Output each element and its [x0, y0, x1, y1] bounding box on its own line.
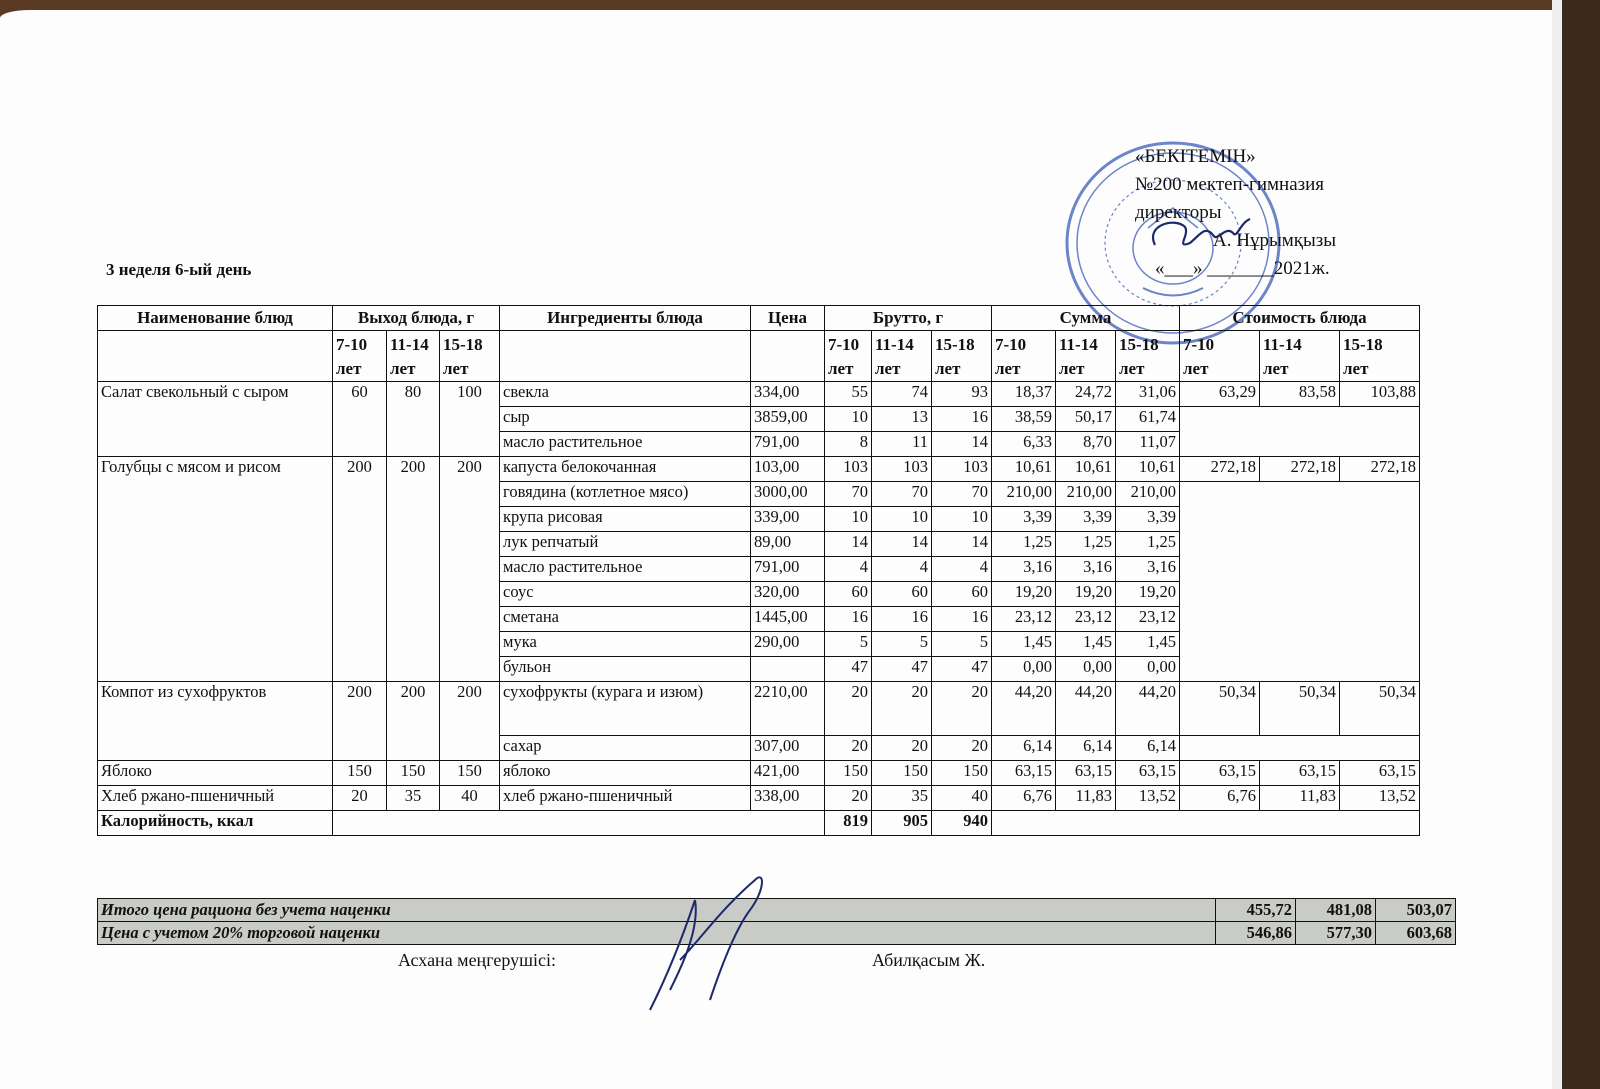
- totals-value: 503,07: [1376, 899, 1456, 922]
- age-range: 15-18: [443, 335, 483, 354]
- ingredient-price: 791,00: [751, 557, 825, 582]
- dish-yield: 150: [387, 761, 440, 786]
- dish-cost: 272,18: [1260, 457, 1340, 482]
- ingredient-price: [751, 657, 825, 682]
- brutto-value: 103: [932, 457, 992, 482]
- header-ingredients: Ингредиенты блюда: [500, 306, 751, 331]
- cost-age-0: [1180, 331, 1260, 382]
- brutto-value: 8: [825, 432, 872, 457]
- brutto-value: 20: [932, 736, 992, 761]
- dish-yield: 40: [440, 786, 500, 811]
- ingredient-price: 89,00: [751, 532, 825, 557]
- ingredient-price: 791,00: [751, 432, 825, 457]
- brutto-value: 4: [932, 557, 992, 582]
- sum-value: 3,16: [1056, 557, 1116, 582]
- sum-value: 23,12: [992, 607, 1056, 632]
- age-range: 11-14: [1263, 335, 1302, 354]
- ingredient-name: яблоко: [500, 761, 751, 786]
- sum-value: 50,17: [1056, 407, 1116, 432]
- sum-value: 1,25: [1056, 532, 1116, 557]
- brutto-value: 11: [872, 432, 932, 457]
- age-range: 11-14: [390, 335, 429, 354]
- sum-value: 44,20: [1116, 682, 1180, 736]
- sum-value: 3,16: [1116, 557, 1180, 582]
- age-unit: лет: [1059, 359, 1085, 378]
- brutto-value: 70: [872, 482, 932, 507]
- sum-value: 23,12: [1116, 607, 1180, 632]
- sum-value: 23,12: [1056, 607, 1116, 632]
- header-cost: Стоимость блюда: [1180, 306, 1420, 331]
- ingredient-name: соус: [500, 582, 751, 607]
- sum-value: 6,14: [1056, 736, 1116, 761]
- dish-cost: 50,34: [1340, 682, 1420, 736]
- brutto-value: 20: [872, 682, 932, 736]
- ingredient-price: 421,00: [751, 761, 825, 786]
- dish-yield: 150: [440, 761, 500, 786]
- calories-value: 819: [825, 811, 872, 836]
- sum-value: 3,39: [1056, 507, 1116, 532]
- brutto-value: 150: [872, 761, 932, 786]
- brutto-value: 40: [932, 786, 992, 811]
- header-ingredients-blank: [500, 331, 751, 382]
- ingredient-name: говядина (котлетное мясо): [500, 482, 751, 507]
- sum-value: 10,61: [1116, 457, 1180, 482]
- sum-value: 1,45: [992, 632, 1056, 657]
- ingredient-price: 334,00: [751, 382, 825, 407]
- brutto-value: 47: [932, 657, 992, 682]
- ingredient-price: 338,00: [751, 786, 825, 811]
- sum-value: 10,61: [1056, 457, 1116, 482]
- dish-yield: 200: [440, 457, 500, 682]
- brutto-value: 93: [932, 382, 992, 407]
- brutto-value: 60: [932, 582, 992, 607]
- totals-value: 546,86: [1216, 922, 1296, 945]
- age-range: 11-14: [1059, 335, 1098, 354]
- brutto-value: 5: [932, 632, 992, 657]
- ingredient-price: 2210,00: [751, 682, 825, 736]
- approval-block: [1135, 143, 1415, 283]
- calories-row: [98, 811, 1420, 836]
- manager-signature: [640, 870, 780, 1020]
- brutto-value: 10: [932, 507, 992, 532]
- brutto-value: 10: [872, 507, 932, 532]
- age-unit: лет: [1183, 359, 1209, 378]
- header-price-blank: [751, 331, 825, 382]
- age-unit: лет: [875, 359, 901, 378]
- sum-value: 8,70: [1056, 432, 1116, 457]
- sum-value: 11,83: [1056, 786, 1116, 811]
- ingredient-name: сахар: [500, 736, 751, 761]
- brutto-value: 103: [872, 457, 932, 482]
- brutto-value: 74: [872, 382, 932, 407]
- brutto-value: 70: [825, 482, 872, 507]
- yield-age-1: [387, 331, 440, 382]
- age-range: 7-10: [1183, 335, 1215, 354]
- sum-value: 1,45: [1116, 632, 1180, 657]
- brutto-value: 20: [932, 682, 992, 736]
- dish-name: Хлеб ржано-пшеничный: [98, 786, 333, 811]
- brutto-value: 4: [872, 557, 932, 582]
- brutto-value: 47: [872, 657, 932, 682]
- sum-value: 210,00: [1116, 482, 1180, 507]
- ingredient-name: сухофрукты (курага и изюм): [500, 682, 751, 736]
- brutto-age-1: [872, 331, 932, 382]
- sum-value: 0,00: [1056, 657, 1116, 682]
- director-name: А. Нұрымқызы: [1213, 230, 1336, 251]
- dish-cost: 50,34: [1260, 682, 1340, 736]
- brutto-value: 14: [932, 532, 992, 557]
- sum-value: 6,76: [992, 786, 1056, 811]
- ingredient-price: 307,00: [751, 736, 825, 761]
- ingredient-name: хлеб ржано-пшеничный: [500, 786, 751, 811]
- age-range: 11-14: [875, 335, 914, 354]
- dish-name: Яблоко: [98, 761, 333, 786]
- ingredient-row: [98, 382, 1420, 407]
- document-title: 3 неделя 6-ый день: [106, 260, 252, 279]
- ingredient-name: свекла: [500, 382, 751, 407]
- dish-cost: 272,18: [1180, 457, 1260, 482]
- brutto-value: 13: [872, 407, 932, 432]
- brutto-value: 60: [825, 582, 872, 607]
- dish-cost: 63,15: [1340, 761, 1420, 786]
- dish-yield: 200: [387, 682, 440, 761]
- age-range: 15-18: [1343, 335, 1383, 354]
- sum-value: 13,52: [1116, 786, 1180, 811]
- sum-value: 210,00: [1056, 482, 1116, 507]
- dish-yield: 200: [387, 457, 440, 682]
- sum-value: 44,20: [1056, 682, 1116, 736]
- empty-cost-area: [1180, 407, 1420, 457]
- dish-yield: 20: [333, 786, 387, 811]
- header-dish: Наименование блюд: [98, 306, 333, 331]
- age-range: 7-10: [828, 335, 860, 354]
- totals-label: Итого цена рациона без учета наценки: [98, 899, 1216, 922]
- header-yield: Выход блюда, г: [333, 306, 500, 331]
- dish-cost: 6,76: [1180, 786, 1260, 811]
- ingredient-row: [98, 682, 1420, 736]
- sum-value: 63,15: [1056, 761, 1116, 786]
- ingredient-name: крупа рисовая: [500, 507, 751, 532]
- brutto-value: 103: [825, 457, 872, 482]
- brutto-value: 20: [825, 682, 872, 736]
- ingredient-name: сыр: [500, 407, 751, 432]
- sum-value: 61,74: [1116, 407, 1180, 432]
- canteen-manager-name: Абилқасым Ж.: [872, 950, 986, 970]
- brutto-value: 47: [825, 657, 872, 682]
- brutto-value: 16: [932, 407, 992, 432]
- dish-cost: 63,15: [1180, 761, 1260, 786]
- calories-label: Калорийность, ккал: [98, 811, 333, 836]
- sum-value: 18,37: [992, 382, 1056, 407]
- brutto-value: 60: [872, 582, 932, 607]
- empty-cost-area: [1180, 482, 1420, 682]
- dish-yield: 150: [333, 761, 387, 786]
- age-unit: лет: [336, 359, 362, 378]
- age-range: 15-18: [935, 335, 975, 354]
- brutto-value: 16: [872, 607, 932, 632]
- brutto-value: 14: [932, 432, 992, 457]
- brutto-value: 35: [872, 786, 932, 811]
- dish-yield: 200: [440, 682, 500, 761]
- calories-value: 940: [932, 811, 992, 836]
- ingredient-row: [98, 761, 1420, 786]
- brutto-value: 150: [932, 761, 992, 786]
- dish-cost: 13,52: [1340, 786, 1420, 811]
- dish-cost: 63,29: [1180, 382, 1260, 407]
- sum-value: 19,20: [992, 582, 1056, 607]
- yield-age-0: [333, 331, 387, 382]
- header-dish-blank: [98, 331, 333, 382]
- sum-value: 3,39: [1116, 507, 1180, 532]
- calories-value: 905: [872, 811, 932, 836]
- sum-value: 19,20: [1116, 582, 1180, 607]
- sum-value: 0,00: [1116, 657, 1180, 682]
- age-range: 7-10: [995, 335, 1027, 354]
- brutto-value: 14: [872, 532, 932, 557]
- dish-yield: 200: [333, 682, 387, 761]
- sum-value: 6,14: [1116, 736, 1180, 761]
- sum-value: 11,07: [1116, 432, 1180, 457]
- sum-value: 6,33: [992, 432, 1056, 457]
- brutto-value: 55: [825, 382, 872, 407]
- ingredient-name: сметана: [500, 607, 751, 632]
- sum-value: 1,25: [1116, 532, 1180, 557]
- sum-value: 38,59: [992, 407, 1056, 432]
- ingredient-row: [98, 786, 1420, 811]
- ingredient-row: [98, 457, 1420, 482]
- sum-value: 1,45: [1056, 632, 1116, 657]
- menu-table: [97, 305, 1420, 836]
- age-unit: лет: [828, 359, 854, 378]
- brutto-age-0: [825, 331, 872, 382]
- brutto-value: 10: [825, 507, 872, 532]
- ingredient-price: 1445,00: [751, 607, 825, 632]
- ingredient-price: 3000,00: [751, 482, 825, 507]
- sum-value: 0,00: [992, 657, 1056, 682]
- sum-value: 44,20: [992, 682, 1056, 736]
- calories-blank: [333, 811, 825, 836]
- dish-name: Компот из сухофруктов: [98, 682, 333, 761]
- ingredient-price: 290,00: [751, 632, 825, 657]
- ingredient-name: капуста белокочанная: [500, 457, 751, 482]
- cost-age-2: [1340, 331, 1420, 382]
- sum-value: 3,39: [992, 507, 1056, 532]
- dish-yield: 80: [387, 382, 440, 457]
- canteen-manager-role: Асхана меңгерушісі:: [398, 950, 556, 970]
- dish-cost: 63,15: [1260, 761, 1340, 786]
- dish-yield: 60: [333, 382, 387, 457]
- director-signature: [1145, 215, 1255, 255]
- sum-age-1: [1056, 331, 1116, 382]
- brutto-value: 20: [825, 736, 872, 761]
- ingredient-price: 320,00: [751, 582, 825, 607]
- brutto-value: 14: [825, 532, 872, 557]
- brutto-value: 150: [825, 761, 872, 786]
- sum-value: 1,25: [992, 532, 1056, 557]
- sum-value: 63,15: [992, 761, 1056, 786]
- totals-label: Цена с учетом 20% торговой наценки: [98, 922, 1216, 945]
- ingredient-price: 103,00: [751, 457, 825, 482]
- approval-date: «___» _______2021ж.: [1155, 258, 1330, 279]
- brutto-value: 10: [825, 407, 872, 432]
- page-edge: [1552, 0, 1600, 1089]
- brutto-value: 16: [932, 607, 992, 632]
- brutto-value: 16: [825, 607, 872, 632]
- dish-yield: 35: [387, 786, 440, 811]
- dish-yield: 200: [333, 457, 387, 682]
- empty-cost-area: [1180, 736, 1420, 761]
- dish-cost: 50,34: [1180, 682, 1260, 736]
- brutto-value: 5: [872, 632, 932, 657]
- school-name: №200 мектеп-гимназия: [1135, 174, 1325, 195]
- sum-value: 10,61: [992, 457, 1056, 482]
- dish-yield: 100: [440, 382, 500, 457]
- sum-value: 63,15: [1116, 761, 1180, 786]
- age-unit: лет: [1263, 359, 1289, 378]
- age-range: 7-10: [336, 335, 368, 354]
- approval-heading: «БЕКІТЕМІН»: [1135, 146, 1256, 167]
- ingredient-name: масло растительное: [500, 432, 751, 457]
- sum-age-0: [992, 331, 1056, 382]
- sum-value: 24,72: [1056, 382, 1116, 407]
- brutto-value: 4: [825, 557, 872, 582]
- totals-value: 577,30: [1296, 922, 1376, 945]
- brutto-value: 20: [872, 736, 932, 761]
- sum-age-2: [1116, 331, 1180, 382]
- totals-value: 455,72: [1216, 899, 1296, 922]
- header-price: Цена: [751, 306, 825, 331]
- sum-value: 210,00: [992, 482, 1056, 507]
- header-brutto: Брутто, г: [825, 306, 992, 331]
- dish-cost: 272,18: [1340, 457, 1420, 482]
- yield-age-2: [440, 331, 500, 382]
- dish-cost: 103,88: [1340, 382, 1420, 407]
- sum-value: 19,20: [1056, 582, 1116, 607]
- ingredient-price: 3859,00: [751, 407, 825, 432]
- sum-value: 31,06: [1116, 382, 1180, 407]
- age-unit: лет: [1119, 359, 1145, 378]
- totals-value: 481,08: [1296, 899, 1376, 922]
- brutto-age-2: [932, 331, 992, 382]
- brutto-value: 70: [932, 482, 992, 507]
- age-unit: лет: [390, 359, 416, 378]
- director-title: директоры: [1135, 202, 1222, 223]
- age-unit: лет: [995, 359, 1021, 378]
- dish-name: Голубцы с мясом и рисом: [98, 457, 333, 682]
- age-unit: лет: [443, 359, 469, 378]
- brutto-value: 5: [825, 632, 872, 657]
- calories-tail: [992, 811, 1420, 836]
- ingredient-name: лук репчатый: [500, 532, 751, 557]
- cost-age-1: [1260, 331, 1340, 382]
- ingredient-name: бульон: [500, 657, 751, 682]
- age-unit: лет: [935, 359, 961, 378]
- age-unit: лет: [1343, 359, 1369, 378]
- age-range: 15-18: [1119, 335, 1159, 354]
- totals-value: 603,68: [1376, 922, 1456, 945]
- brutto-value: 20: [825, 786, 872, 811]
- ingredient-price: 339,00: [751, 507, 825, 532]
- dish-cost: 11,83: [1260, 786, 1340, 811]
- dish-cost: 83,58: [1260, 382, 1340, 407]
- ingredient-name: мука: [500, 632, 751, 657]
- ingredient-name: масло растительное: [500, 557, 751, 582]
- dish-name: Салат свекольный с сыром: [98, 382, 333, 457]
- sum-value: 6,14: [992, 736, 1056, 761]
- sum-value: 3,16: [992, 557, 1056, 582]
- header-sum: Сумма: [992, 306, 1180, 331]
